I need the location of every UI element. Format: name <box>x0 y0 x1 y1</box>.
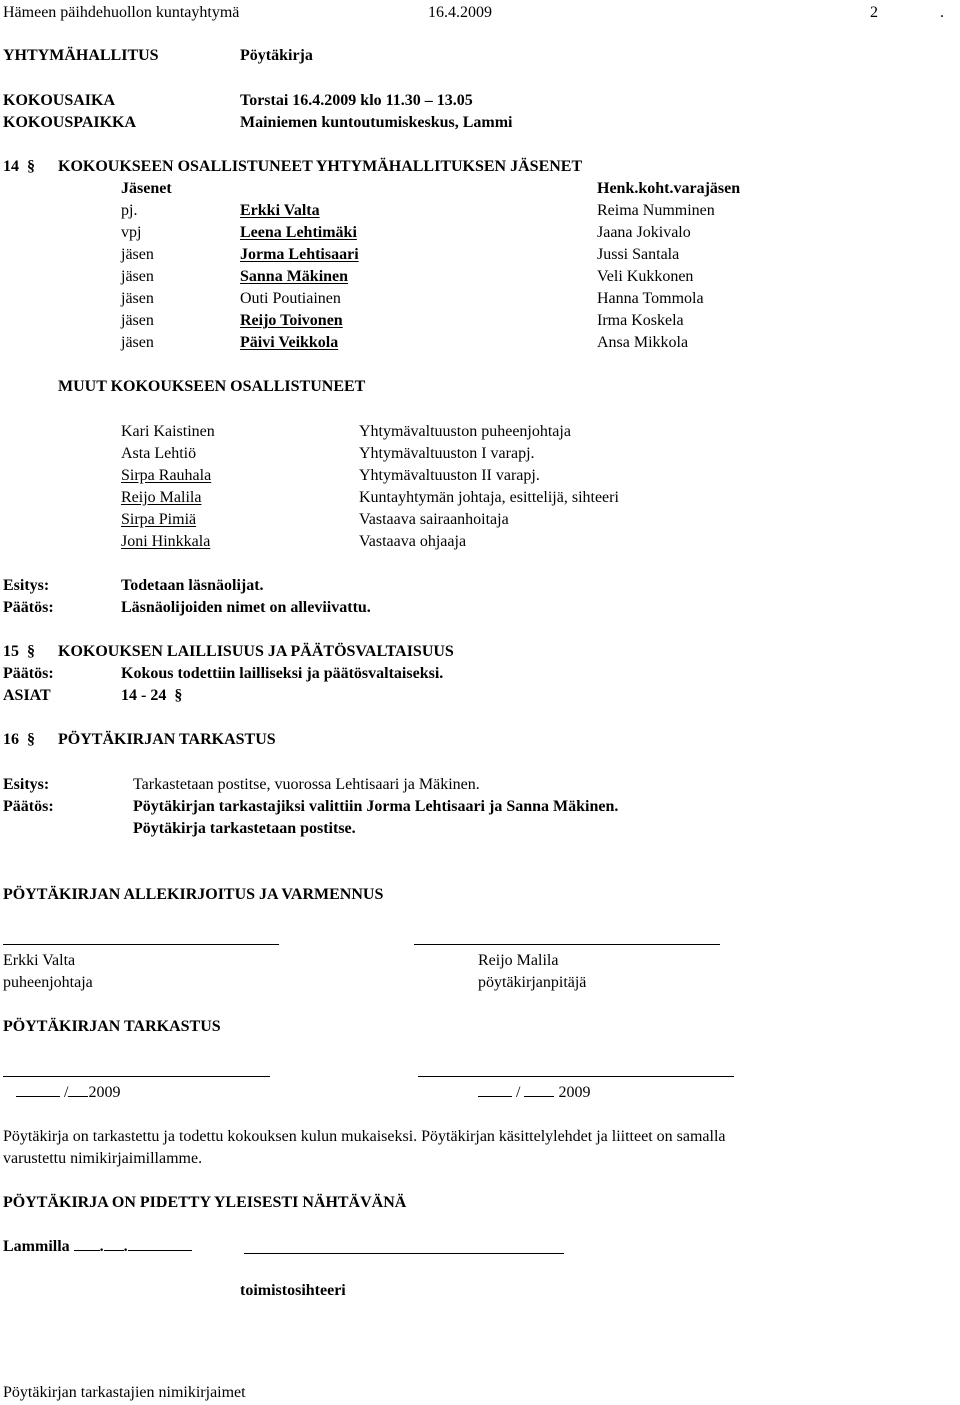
member-name: Päivi Veikkola <box>240 334 339 351</box>
signatures-title: PÖYTÄKIRJAN ALLEKIRJOITUS JA VARMENNUS <box>3 886 384 903</box>
meeting-place-label: KOKOUSPAIKKA <box>3 114 137 131</box>
member-role: jäsen <box>121 312 154 329</box>
section-16-esitys-text: Tarkastetaan postitse, vuorossa Lehtisaari ja Mäkinen. <box>133 776 480 793</box>
member-deputy: Hanna Tommola <box>597 290 704 307</box>
review-date-right: / 2009 <box>478 1082 590 1104</box>
section-16-paatos-text-2: Pöytäkirja tarkastetaan postitse. <box>133 820 356 837</box>
member-name: Erkki Valta <box>240 202 320 219</box>
participant-name: Sirpa Pimiä <box>121 511 197 528</box>
member-role: jäsen <box>121 290 154 307</box>
esitys-text: Todetaan läsnäolijat. <box>121 577 264 594</box>
section-15-number: 15 § <box>3 643 35 660</box>
member-deputy: Veli Kukkonen <box>597 268 694 285</box>
body-label: YHTYMÄHALLITUS <box>3 47 159 64</box>
member-name: Leena Lehtimäki <box>240 224 357 241</box>
participant-name: Joni Hinkkala <box>121 533 211 550</box>
paatos-text: Läsnäolijoiden nimet on alleviivattu. <box>121 599 371 616</box>
header-date: 16.4.2009 <box>428 4 492 21</box>
participant-name: Asta Lehtiö <box>121 445 197 462</box>
participant-name: Reijo Malila <box>121 489 202 506</box>
signer-left-name: Erkki Valta <box>3 952 76 969</box>
asiat-value: 14 - 24 § <box>121 687 183 704</box>
member-role: vpj <box>121 224 142 241</box>
deputies-column-header: Henk.koht.varajäsen <box>597 180 741 197</box>
display-signature-line <box>244 1253 564 1254</box>
review-note-line-1: Pöytäkirja on tarkastettu ja todettu kokouksen kulun mukaiseksi. Pöytäkirjan käsittelylehdet ja liitteet on samalla <box>3 1128 726 1145</box>
esitys-label: Esitys: <box>3 577 50 594</box>
member-role: jäsen <box>121 334 154 351</box>
organization-name: Hämeen päihdehuollon kuntayhtymä <box>3 4 240 21</box>
review-date-left: / 2009 <box>16 1082 120 1104</box>
paatos-label: Päätös: <box>3 599 54 616</box>
section-16-paatos-text-1: Pöytäkirjan tarkastajiksi valittiin Jorma Lehtisaari ja Sanna Mäkinen. <box>133 798 619 815</box>
signer-left-role: puheenjohtaja <box>3 974 93 991</box>
signature-line-left <box>3 944 279 945</box>
signer-right-role: pöytäkirjanpitäjä <box>478 974 587 991</box>
member-deputy: Reima Numminen <box>597 202 715 219</box>
participant-title: Yhtymävaltuuston puheenjohtaja <box>359 423 571 440</box>
display-title: PÖYTÄKIRJA ON PIDETTY YLEISESTI NÄHTÄVÄNÄ <box>3 1194 407 1211</box>
section-15-title: KOKOUKSEN LAILLISUUS JA PÄÄTÖSVALTAISUUS <box>58 643 454 660</box>
footer-initials-label: Pöytäkirjan tarkastajien nimikirjaimet <box>3 1384 246 1401</box>
member-name: Reijo Toivonen <box>240 312 343 329</box>
review-signature-line-right <box>418 1076 734 1077</box>
section-16-title: PÖYTÄKIRJAN TARKASTUS <box>58 731 276 748</box>
review-signature-line-left <box>3 1076 270 1077</box>
participant-title: Vastaava ohjaaja <box>359 533 467 550</box>
participant-name: Sirpa Rauhala <box>121 467 212 484</box>
display-place-date: Lammilla . . <box>3 1236 192 1258</box>
meeting-place-value: Mainiemen kuntoutumiskeskus, Lammi <box>240 114 513 131</box>
other-participants-title: MUUT KOKOUKSEEN OSALLISTUNEET <box>58 378 366 395</box>
asiat-label: ASIAT <box>3 687 51 704</box>
member-name: Sanna Mäkinen <box>240 268 349 285</box>
member-role: jäsen <box>121 268 154 285</box>
document-type: Pöytäkirja <box>240 47 313 64</box>
signer-right-name: Reijo Malila <box>478 952 559 969</box>
participant-title: Yhtymävaltuuston II varapj. <box>359 467 540 484</box>
signature-line-right <box>414 944 720 945</box>
section-16-paatos-label: Päätös: <box>3 798 54 815</box>
participant-title: Vastaava sairaanhoitaja <box>359 511 509 528</box>
member-name: Outi Poutiainen <box>240 290 341 307</box>
review-note-line-2: varustettu nimikirjaimillamme. <box>3 1150 203 1167</box>
section-16-esitys-label: Esitys: <box>3 776 50 793</box>
member-deputy: Jussi Santala <box>597 246 680 263</box>
page-number: 2 <box>870 4 878 21</box>
participant-name: Kari Kaistinen <box>121 423 215 440</box>
member-deputy: Jaana Jokivalo <box>597 224 691 241</box>
header-dot: . <box>940 4 944 21</box>
participant-title: Kuntayhtymän johtaja, esittelijä, sihteeri <box>359 489 619 506</box>
section-15-paatos-label: Päätös: <box>3 665 54 682</box>
participant-title: Yhtymävaltuuston I varapj. <box>359 445 535 462</box>
meeting-time-value: Torstai 16.4.2009 klo 11.30 – 13.05 <box>240 92 473 109</box>
member-deputy: Irma Koskela <box>597 312 684 329</box>
section-16-number: 16 § <box>3 731 35 748</box>
section-15-paatos-text: Kokous todettiin lailliseksi ja päätösvaltaiseksi. <box>121 665 444 682</box>
review-title: PÖYTÄKIRJAN TARKASTUS <box>3 1018 221 1035</box>
members-column-header: Jäsenet <box>121 180 172 197</box>
member-role: pj. <box>121 202 138 219</box>
member-name: Jorma Lehtisaari <box>240 246 359 263</box>
display-role: toimistosihteeri <box>240 1282 346 1299</box>
member-deputy: Ansa Mikkola <box>597 334 689 351</box>
meeting-time-label: KOKOUSAIKA <box>3 92 116 109</box>
section-14-number: 14 § <box>3 158 35 175</box>
member-role: jäsen <box>121 246 154 263</box>
section-14-title: KOKOUKSEEN OSALLISTUNEET YHTYMÄHALLITUKSEN JÄSENET <box>58 158 583 175</box>
